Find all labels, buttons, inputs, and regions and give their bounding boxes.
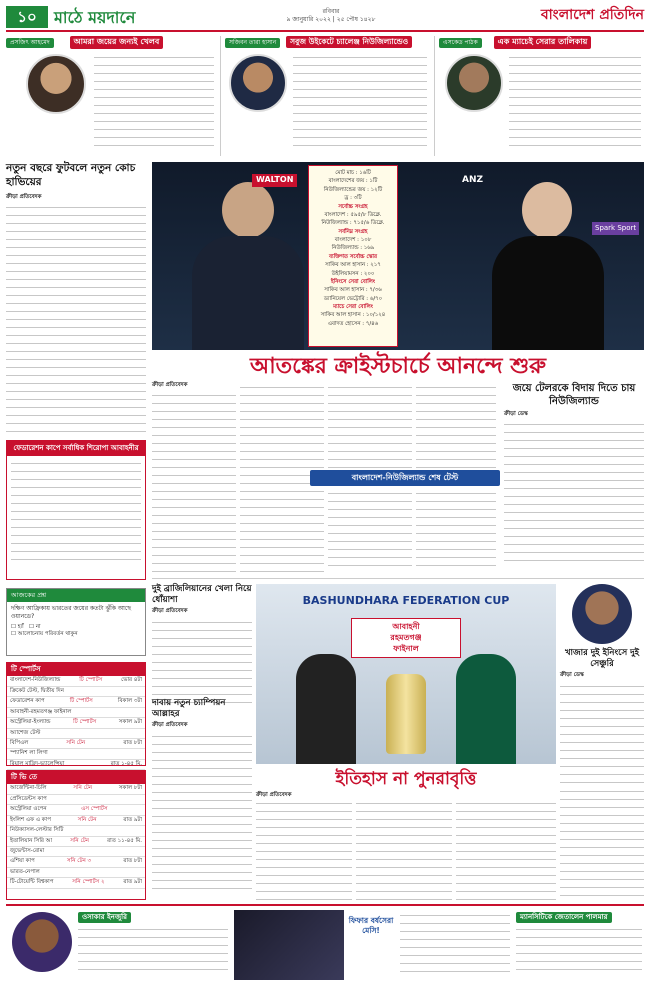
top-story-3 [434,36,644,156]
main-story-text [152,392,236,572]
scoreboard-line: ড্যানিয়েল ভেট্টোরি : ৬/৭০ [323,295,383,302]
palmer-headline: ম্যানসিটিকে জেতালেন পালমার [516,912,612,923]
listing-time: রাত ৮টা [123,739,142,746]
listing-match: ইংলিশ এফ এ কাপ [10,816,51,823]
scoreboard-line: উইলিয়ামসন : ২০০ [331,270,375,277]
listing-row [7,697,145,707]
tv-listing [6,770,146,900]
sports-listing [6,662,146,766]
masthead-logo: বাংলাদেশ প্রতিদিন [540,7,644,23]
listing-time: রাত ৯টা [123,816,142,823]
listing-row [7,739,145,749]
federation-box [6,440,146,580]
listing-match: ভারত-নেপাল [10,868,40,875]
listing-channel: সনি টেন [70,837,89,844]
listing-row [7,687,145,697]
messi-headline: ফিফার বর্ষসেরা মেসি! [348,916,394,936]
photo-caption: আবাহনী রহমতগঞ্জ ফাইনাল [351,618,461,658]
section-title: মাঠে ময়দানে [54,8,136,27]
listing-row [7,805,145,815]
listing-time: রাত ১-৪৫ মি. [110,760,142,767]
listing-time: সকাল ৯টা [118,719,142,726]
khawaja-headline: খাজার দুই ইনিংসে দুই সেঞ্চুরি [564,648,640,670]
player-figure [492,182,602,350]
listing-channel: টি স্পোর্টস [69,698,93,705]
scoreboard-line: বাংলাদেশ : ৫৯৫/৮ ডিক্লে. [324,211,382,218]
listing-match: আর্জেন্টিনা-চিলি [10,785,47,792]
listing-channel: সনি টেন [77,816,97,823]
main-headline: আতঙ্কের ক্রাইস্টচার্চে আনন্দে শুরু [249,354,547,379]
right-story-byline: ক্রীড়া ডেস্ক [504,411,528,417]
listing-match: ইতালিয়ান সিরি আ [10,837,53,844]
scoreboard-line: ড্র : ৩টি [344,195,362,202]
scoreboard-line: সর্বোচ্চ সংগ্রহ [338,203,368,210]
listing-time: সকাল ৮টা [118,785,142,792]
player-portrait [229,54,287,112]
top-story-2 [220,36,430,156]
main-story-text [328,384,412,468]
sponsor-tag-anz: ANZ [462,175,484,185]
listing-match: অস্ট্রেলিয়া-ইংল্যান্ড [10,719,51,726]
listing-match: বিপিএল [10,739,29,746]
byline-badge: সজিবন তারা হাসান [225,38,280,48]
byline-badge: এসকেড পাঠক [439,38,482,48]
listing-row [7,878,145,888]
scoreboard-line: সর্বনিম্ন সংগ্রহ [338,228,368,235]
scoreboard-line: ম্যাচে সেরা বোলিং [333,304,373,310]
federation-cup-photo [256,584,556,764]
listing-match: স্প্যানিশ লা লিগা [10,750,48,757]
sponsor-tag-walton: WALTON [252,174,297,187]
listing-channel: সনি টেন [66,739,86,746]
scoreboard-line: বাংলাদেশের জয় : ১টি [328,178,378,185]
listing-row [7,729,145,739]
messi-photo [234,910,344,980]
chess-story [152,698,252,898]
story-text [504,421,644,561]
coach-figure [192,182,302,350]
top-story-1 [6,36,216,156]
main-story-text [328,490,412,572]
sports-listing-title: টি স্পোর্টস [7,663,145,676]
tv-listing-title: টি ভি তে [7,771,145,784]
listing-time: বিকাল ৩টা [117,698,142,705]
listing-match: অস্ট্রেলিয়া ওপেন [10,806,47,813]
story-text [293,54,427,150]
listing-match: নিউক্যাসল-লেস্টার সিটি [10,827,64,834]
top-strip [6,36,644,156]
brazilians-story [152,584,252,694]
listing-match: ক্রিকেট টেস্ট, দ্বিতীয় দিন [10,687,64,694]
byline-badge: প্রসজিৎ আহমেদ [6,38,54,48]
federation-box-headline: ফেডারেশন কাপে সর্বাধিক শিরোপা আবাহনীর [7,441,145,456]
listing-row [7,676,145,686]
history-byline: ক্রীড়া প্রতিবেদক [256,792,292,798]
story-text [509,54,641,150]
scoreboard-line: এবাদত হোসেন : ৭/৪৬ [327,320,379,327]
left-story-byline: ক্রীড়া প্রতিবেদক [6,194,42,200]
listing-row [7,784,145,794]
listing-match: টি-টোয়েন্টি বিশ্বকাপ [10,879,54,886]
scoreboard-line: ইনিংসে সেরা বোলিং [330,278,376,285]
poll-option[interactable]: ☐ আলোচনায় পরিবর্তন থাকুন [11,631,78,638]
listing-row [7,837,145,847]
main-story-text [416,490,496,572]
khawaja-byline: ক্রীড়া ডেস্ক [560,672,584,679]
listing-row [7,826,145,836]
listing-row [7,847,145,857]
left-column [6,162,146,582]
page-number: ১০ [6,6,48,28]
scoreboard-line: নিউজিল্যান্ড : ১৬৯ [331,245,375,252]
top-story-3-headline: এক ম্যাচেই সেরার তালিকায় [494,36,592,49]
story-text [560,788,644,900]
story-text [356,800,452,900]
listing-match: বাংলাদেশ-নিউজিল্যান্ড [10,677,61,684]
listing-row [7,749,145,759]
khawaja-portrait [572,584,632,644]
scoreboard-line: নিউজিল্যান্ড : ৭১৫/৬ ডিক্লে. [321,220,385,227]
listing-time: রাত ৮টা [123,858,142,865]
scoreboard-line: নিউজিল্যান্ডের জয় : ১২টি [323,186,383,193]
listing-match: জুভেন্টাস-রোমা [10,847,45,854]
listing-match: অ্যাশেজ টেস্ট [10,729,41,736]
scoreboard-line: বাংলাদেশ : ১০৮ [334,237,372,243]
history-headline: ইতিহাস না পুনরাবৃত্তি [335,769,477,789]
listing-match: এশিয়া কাপ [10,858,35,865]
poll-question: দক্ষিণ আফ্রিকায় ভারতের জয়ের কতটা ঝুঁকি আছে ওয়ানডে? [11,604,131,620]
listing-channel: সনি স্পোর্টস ২ [72,879,105,886]
press-conference-photo [152,162,644,350]
chess-byline: ক্রীড়া প্রতিবেদক [152,722,188,729]
story-text [6,204,146,434]
listing-row [7,760,145,770]
listing-row [7,816,145,826]
page-header [6,4,644,32]
listing-channel: টি স্পোর্টস [73,719,97,726]
listing-row [7,718,145,728]
date-line: রবিবার ৯ জানুয়ারি ২০২২ | ২৫ পৌষ ১৪২৮ [286,8,376,24]
left-story-headline: নতুন বছরে ফুটবলে নতুন কোচ হাভিয়ের [6,162,136,188]
story-text [400,912,510,976]
listing-channel: টি স্পোর্টস [79,677,103,684]
listing-time: ভোর ৪টা [121,677,142,684]
osaka-portrait [12,912,72,972]
listing-time: রাত ১১-৪৫ মি. [107,837,142,844]
right-story-headline: জয়ে টেলরকে বিদায় দিতে চায় নিউজিল্যান্ড [512,383,636,407]
brazilians-headline: দুই ব্রাজিলিয়ানের খেলা নিয়ে ধোঁয়াশা [152,584,252,606]
scoreboard-box [308,165,398,347]
listing-row [7,708,145,718]
captain-left [296,654,356,764]
main-byline: ক্রীড়া প্রতিবেদক [152,382,188,388]
captain-right [456,654,516,764]
listing-time: রাত ৯টা [123,879,142,886]
story-text [94,54,214,150]
listing-row [7,795,145,805]
osaka-headline: ওসাকার ইনজুরি [78,912,131,923]
chess-headline: দাবায় নতুন চ্যাম্পিয়ন আল্লাহর [152,698,226,720]
listing-row [7,857,145,867]
story-text [152,733,252,893]
federation-cup-banner: BASHUNDHARA FEDERATION CUP [302,594,510,607]
story-text [516,926,642,976]
scoreboard-line: ব্যক্তিগত সর্বোচ্চ স্কোর [329,253,377,260]
listing-channel: সনি টেন [73,785,93,792]
listing-match: আবাহনী-রহমতগঞ্জ ফাইনাল [10,708,72,715]
brazilians-byline: ক্রীড়া প্রতিবেদক [152,608,188,615]
top-story-2-headline: সবুজ উইকেটে চ্যালেঞ্জ নিউজিল্যান্ডেও [286,36,412,48]
story-text [256,800,352,900]
poll-box [6,588,146,656]
story-text [152,619,252,703]
listing-match: রিয়াল মাদ্রিদ-ভ্যালেন্সিয়া [10,760,65,767]
bottom-strip [6,904,644,980]
series-banner [310,470,500,486]
khawaja-story [560,584,644,784]
sponsor-tag-spark: Spark Sport [592,222,639,235]
top-story-1-headline: আমরা জয়ের জন্যই খেলব [70,36,164,49]
main-story-text [416,384,496,468]
story-text [11,460,141,560]
listing-match: ফেডারেশন কাপ [10,698,45,705]
poll-option[interactable]: ☐ হ্যাঁ ☐ না [11,623,41,630]
listing-channel: সনি টেন ৩ [67,858,92,865]
trophy [386,674,426,754]
story-text [560,683,644,783]
listing-channel: এস স্পোর্টস [81,806,108,813]
right-story [504,382,644,572]
player-portrait [26,54,86,114]
poll-header: আজকের প্রশ্ন [7,589,145,602]
listing-row [7,868,145,878]
story-text [456,800,556,900]
scoreboard-line: মোট মাচ : ১৬টি [335,170,371,176]
scoreboard-line: সাকিব আল হাসান : ২১৭ [325,262,381,269]
player-portrait [445,54,503,112]
scoreboard-line: সাকিব আল হাসান : ১০/১২৪ [320,312,386,319]
series-banner-label: বাংলাদেশ-নিউজিল্যান্ড শেষ টেস্ট [351,473,459,482]
scoreboard-line: সাকিব আল হাসান : ৭/৩৬ [324,287,382,294]
listing-match: প্রেসিডেন্টস কাপ [10,795,47,802]
story-text [78,926,228,976]
